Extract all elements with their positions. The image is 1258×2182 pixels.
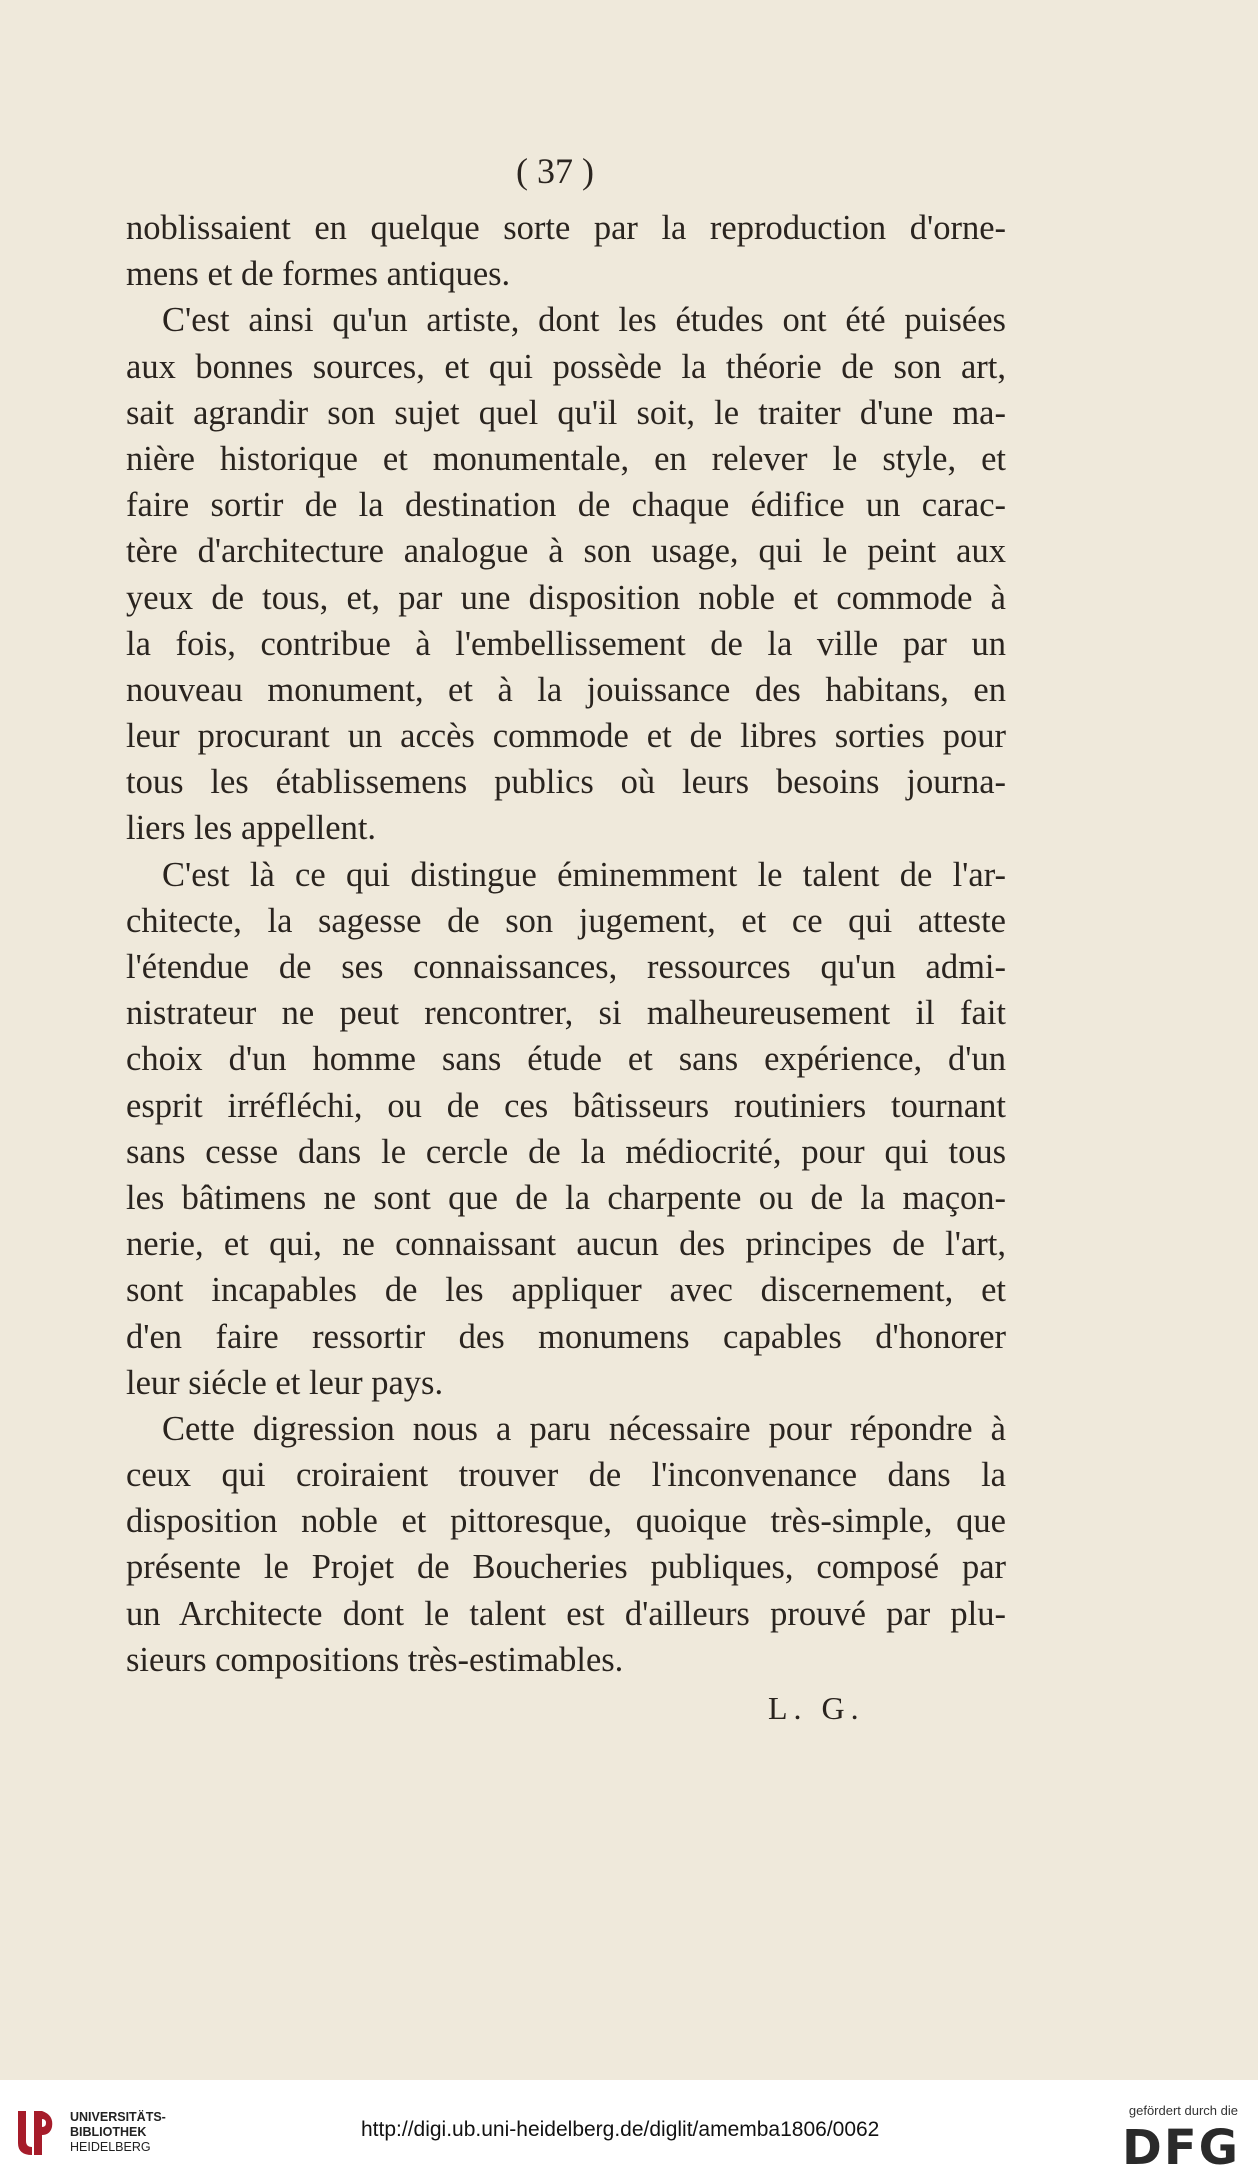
text-line: C'est ainsi qu'un artiste, dont les études ont été puisées bbox=[162, 301, 1006, 340]
text-line: l'étendue de ses connaissances, ressources qu'un admi- bbox=[126, 948, 1006, 986]
text-line: nouveau monument, et à la jouissance des habitans, en bbox=[126, 670, 1006, 709]
text-line: choix d'un homme sans étude et sans expérience, d'un bbox=[126, 1040, 1006, 1079]
text-line: nière historique et monumentale, en relever le style, et bbox=[126, 439, 1006, 478]
text-line: présente le Projet de Boucheries publiques, composé par bbox=[126, 1548, 1006, 1587]
text-line: les bâtimens ne sont que de la charpente ou de la maçon- bbox=[126, 1178, 1006, 1217]
text-line: sont incapables de les appliquer avec discernement, et bbox=[126, 1271, 1006, 1310]
text-line: yeux de tous, et, par une disposition noble et commode à bbox=[126, 578, 1006, 617]
text-line: noblissaient en quelque sorte par la reproduction d'orne- bbox=[126, 209, 1006, 247]
text-line: nistrateur ne peut rencontrer, si malheureusement il fait bbox=[126, 994, 1006, 1033]
text-line: leur procurant un accès commode et de libres sorties pour bbox=[126, 717, 1006, 756]
page-number: ( 37 ) bbox=[516, 151, 594, 191]
text-line: esprit irréfléchi, ou de ces bâtisseurs routiniers tournant bbox=[126, 1086, 1006, 1125]
university-library-logo-icon bbox=[14, 2107, 58, 2159]
funder-caption: gefördert durch die bbox=[1128, 2103, 1238, 2118]
text-line: sans cesse dans le cercle de la médiocrité, pour qui tous bbox=[126, 1132, 1006, 1171]
permalink-url[interactable]: http://digi.ub.uni-heidelberg.de/diglit/amemba1806/0062 bbox=[361, 2118, 880, 2141]
text-line: tous les établissemens publics où leurs besoins journa- bbox=[126, 763, 1006, 802]
text-line: Cette digression nous a paru nécessaire pour répondre à bbox=[162, 1409, 1006, 1448]
text-line: un Architecte dont le talent est d'ailleurs prouvé par plu- bbox=[126, 1594, 1006, 1633]
text-line: ceux qui croiraient trouver de l'inconvenance dans la bbox=[126, 1456, 1006, 1495]
university-library-name bbox=[70, 2110, 166, 2155]
signature: L. G. bbox=[768, 1690, 865, 1726]
library-name-line: UNIVERSITÄTS- bbox=[70, 2110, 166, 2124]
dfg-logo: DFG bbox=[1121, 2120, 1240, 2176]
library-name-line: BIBLIOTHEK bbox=[70, 2125, 147, 2139]
text-line: sait agrandir son sujet quel qu'il soit, le traiter d'une ma- bbox=[126, 393, 1006, 432]
body-text bbox=[126, 205, 1006, 1683]
text-line: liers les appellent. bbox=[126, 809, 377, 848]
footer bbox=[0, 2080, 1258, 2182]
text-line: sieurs compositions très-estimables. bbox=[126, 1640, 624, 1679]
text-line: C'est là ce qui distingue éminemment le talent de l'ar- bbox=[162, 855, 1006, 894]
text-line: leur siécle et leur pays. bbox=[126, 1363, 444, 1402]
text-line: aux bonnes sources, et qui possède la théorie de son art, bbox=[126, 347, 1006, 386]
text-line: la fois, contribue à l'embellissement de la ville par un bbox=[126, 624, 1006, 663]
text-line: faire sortir de la destination de chaque édifice un carac- bbox=[126, 486, 1006, 525]
library-name-line: HEIDELBERG bbox=[70, 2140, 151, 2154]
text-line: d'en faire ressortir des monumens capables d'honorer bbox=[126, 1317, 1006, 1356]
text-line: disposition noble et pittoresque, quoique très-simple, que bbox=[126, 1502, 1006, 1541]
text-line: mens et de formes antiques. bbox=[126, 255, 511, 294]
text-line: tère d'architecture analogue à son usage, qui le peint aux bbox=[126, 532, 1006, 571]
text-line: nerie, et qui, ne connaissant aucun des principes de l'art, bbox=[126, 1225, 1006, 1264]
text-line: chitecte, la sagesse de son jugement, et ce qui atteste bbox=[126, 901, 1006, 940]
